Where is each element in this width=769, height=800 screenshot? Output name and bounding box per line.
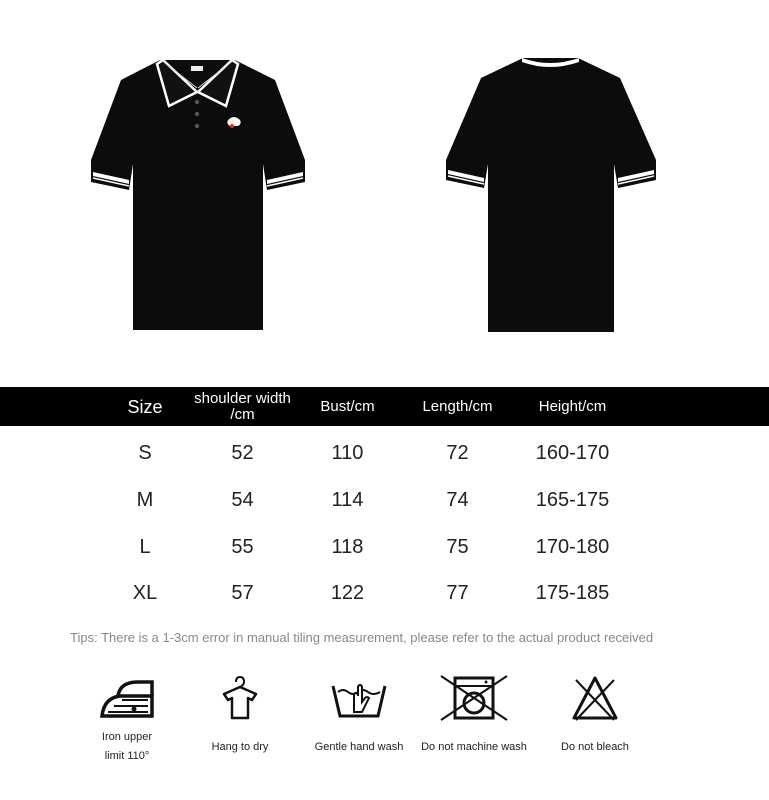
iron-icon: [98, 676, 156, 722]
no-machine-wash-icon: [439, 674, 509, 722]
iron-label-line1: Iron upper: [101, 731, 153, 743]
hang-dry-label: Hang to dry: [211, 741, 269, 753]
cell-size: L: [139, 535, 151, 558]
header-bust: Bust/cm: [320, 397, 375, 415]
cell-height: 165-175: [535, 488, 610, 511]
no-bleach-icon: [570, 674, 620, 722]
hanger-icon: [218, 674, 262, 722]
size-table: [0, 387, 769, 604]
cell-shoulder: 52: [231, 441, 254, 464]
cell-length: 74: [446, 488, 469, 511]
care-no-machine-wash: [414, 674, 534, 757]
polo-front-image: [85, 52, 310, 337]
header-shoulder-width: [180, 387, 305, 426]
cell-shoulder: 54: [231, 488, 254, 511]
cell-height: 170-180: [535, 535, 610, 558]
no-bleach-label: Do not bleach: [561, 741, 629, 753]
cell-size: XL: [132, 581, 158, 604]
cell-length: 77: [446, 581, 469, 604]
table-row: [0, 485, 769, 515]
care-iron: [92, 676, 162, 766]
no-machine-wash-label: Do not machine wash: [421, 741, 527, 753]
cell-height: 160-170: [535, 441, 610, 464]
header-shoulder-line1: shoulder width: [194, 389, 291, 407]
table-row: [0, 578, 769, 608]
care-hang-dry: [200, 674, 280, 757]
cell-shoulder: 55: [231, 535, 254, 558]
polo-back-image: [438, 52, 663, 337]
table-row: [0, 438, 769, 468]
cell-bust: 118: [331, 535, 364, 558]
cell-height: 175-185: [535, 581, 610, 604]
cell-bust: 110: [331, 441, 364, 464]
cell-shoulder: 57: [231, 581, 254, 604]
cell-bust: 114: [331, 488, 364, 511]
measurement-tips: Tips: There is a 1-3cm error in manual tiling measurement, please refer to the actual product received: [70, 630, 654, 645]
header-shoulder-line2: /cm: [230, 405, 255, 423]
table-row: [0, 532, 769, 562]
cell-length: 75: [446, 535, 469, 558]
care-hand-wash: [304, 674, 414, 757]
header-height: Height/cm: [538, 397, 607, 415]
header-length: Length/cm: [422, 397, 493, 415]
iron-label-line2: limit 110°: [104, 750, 150, 762]
cell-length: 72: [446, 441, 469, 464]
table-header-row: [0, 387, 769, 426]
cell-size: M: [136, 488, 154, 511]
cell-size: S: [138, 441, 152, 464]
cell-bust: 122: [330, 581, 365, 604]
hand-wash-icon: [330, 674, 388, 722]
header-size: Size: [127, 396, 163, 417]
care-no-bleach: [550, 674, 640, 757]
hand-wash-label: Gentle hand wash: [314, 741, 404, 753]
